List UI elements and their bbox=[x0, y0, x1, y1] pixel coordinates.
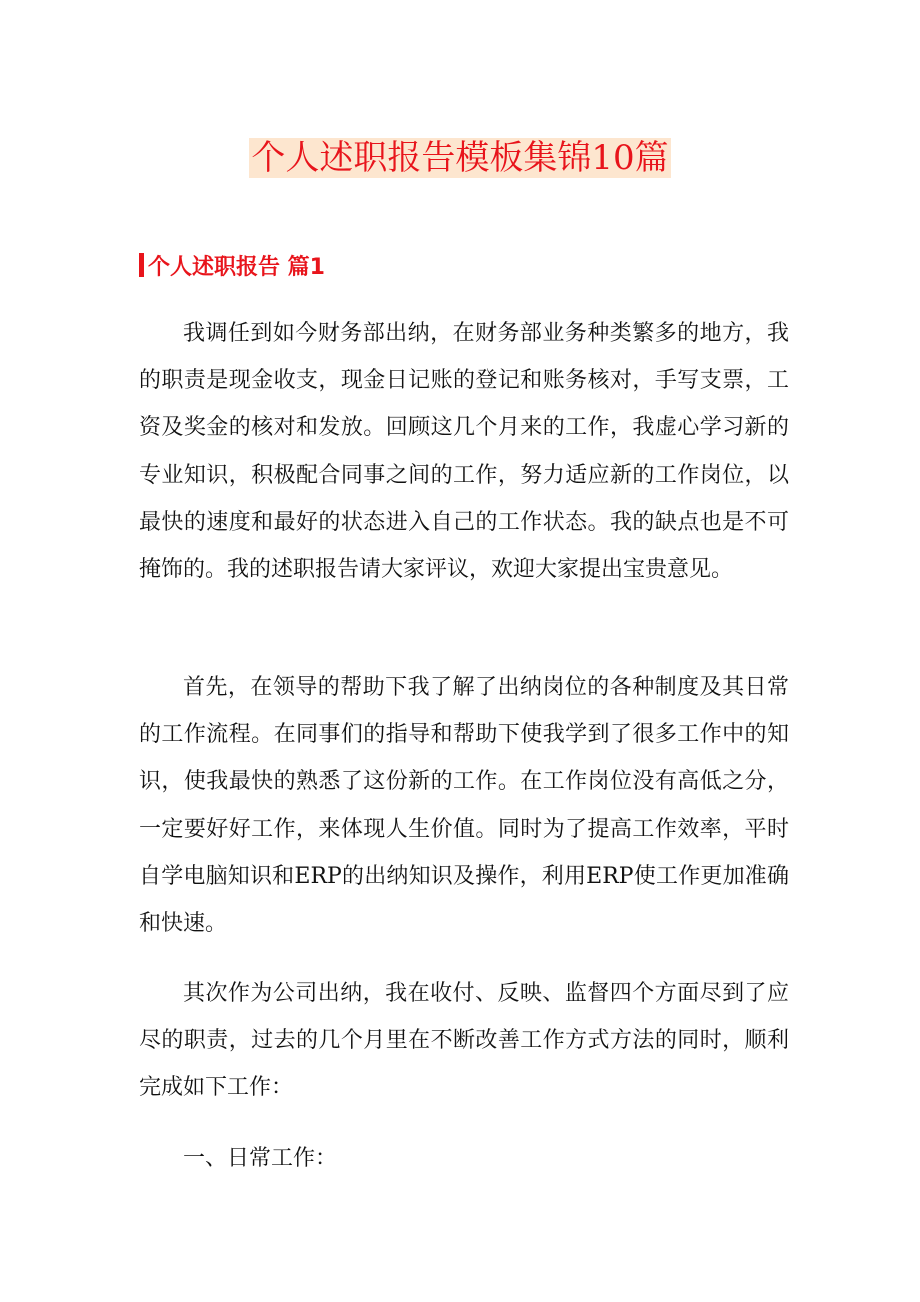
body-paragraph: 其次作为公司出纳，我在收付、反映、监督四个方面尽到了应尽的职责，过去的几个月里在不断改善工作方式方法的同时，顺利完成如下工作： bbox=[139, 981, 789, 1101]
document-title bbox=[0, 134, 920, 182]
document-title-text: 个人述职报告模板集锦10篇 bbox=[251, 138, 669, 178]
heading-marker bbox=[139, 253, 144, 277]
section-heading-text: 个人述职报告 篇1 bbox=[148, 254, 325, 280]
body-paragraph: 一、日常工作： bbox=[183, 1146, 338, 1171]
section-heading bbox=[139, 248, 325, 282]
body-paragraph: 首先，在领导的帮助下我了解了出纳岗位的各种制度及其日常的工作流程。在同事们的指导和帮助下使我学到了很多工作中的知识，使我最快的熟悉了这份新的工作。在工作岗位没有高低之分，一定要好好工作，来体现人生价值。同时为了提高工作效率，平时自学电脑知识和ERP的出纳知识及操作，利用ERP使工作更加准确和快速。 bbox=[139, 675, 789, 937]
body-paragraph: 我调任到如今财务部出纳，在财务部业务种类繁多的地方，我的职责是现金收支，现金日记账的登记和账务核对，手写支票，工资及奖金的核对和发放。回顾这几个月来的工作，我虚心学习新的专业知识，积极配合同事之间的工作，努力适应新的工作岗位，以最快的速度和最好的状态进入自己的工作状态。我的缺点也是不可掩饰的。我的述职报告请大家评议，欢迎大家提出宝贵意见。 bbox=[139, 321, 789, 583]
